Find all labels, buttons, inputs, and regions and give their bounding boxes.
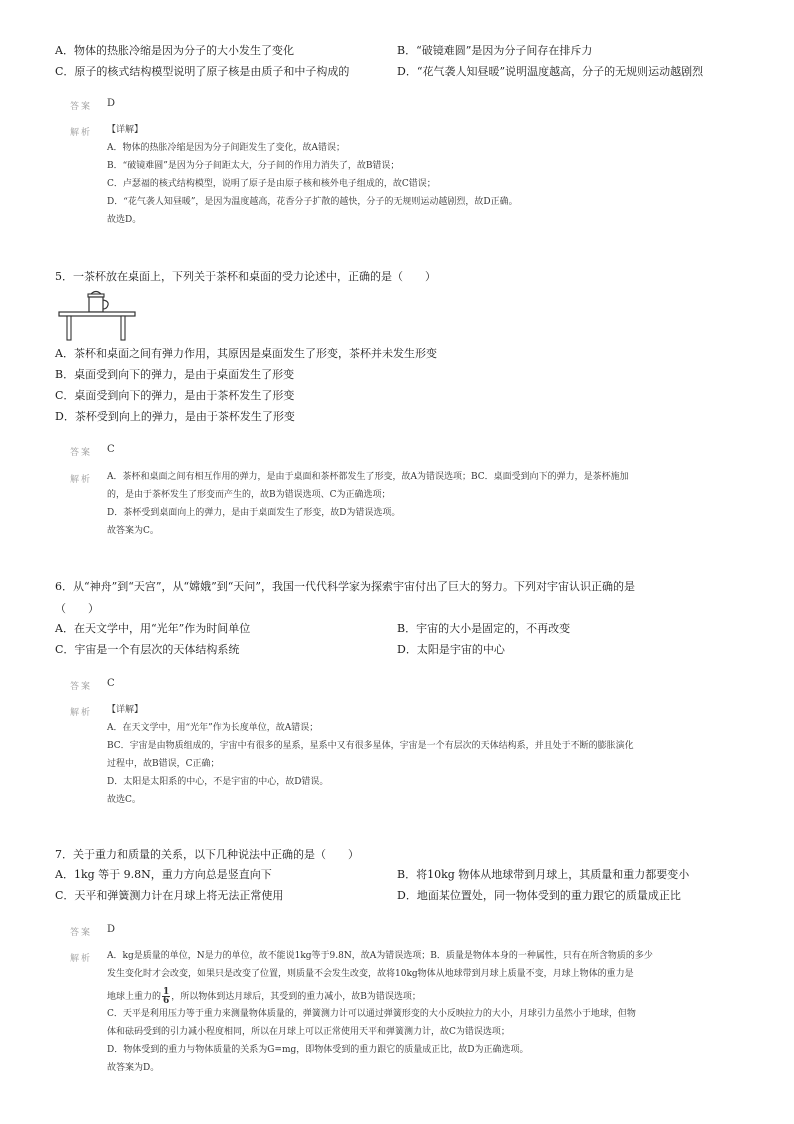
- q4-answer-label: 答案: [70, 102, 93, 112]
- q7-explain-line: D．物体受到的重力与物体质量的关系为G=mg，即物体受到的重力跟它的质量成正比，故D为正确选项。: [107, 1045, 529, 1055]
- q4-explain-line: D．“花气袭人知昼暖”，是因为温度越高，花香分子扩散的越快，分子的无规则运动越剧烈，故D正确。: [107, 197, 518, 207]
- q5-answer: C: [107, 444, 115, 455]
- q6-stem-cont: （ ）: [55, 602, 99, 615]
- q7-explain-line: A．kg是质量的单位，N是力的单位，故不能说1kg等于9.8N，故A为错误选项；B．质量是物体本身的一种属性，只有在所含物质的多少: [107, 951, 653, 961]
- cup-body-icon: [89, 297, 103, 312]
- q6-explain-line: 故选C。: [107, 795, 141, 805]
- q5-option-a[interactable]: A．茶杯和桌面之间有弹力作用，其原因是桌面发生了形变，茶杯并未发生形变: [55, 347, 437, 360]
- q6-answer-label: 答案: [70, 682, 93, 692]
- q5-answer-label: 答案: [70, 448, 93, 458]
- q6-explain-line: D．太阳是太阳系的中心，不是宇宙的中心，故D错误。: [107, 777, 329, 787]
- q6-explain-line: 【详解】: [107, 705, 144, 715]
- q4-explain-line: C．卢瑟福的核式结构模型，说明了原子是由原子核和核外电子组成的，故C错误；: [107, 179, 436, 189]
- q7-answer: D: [107, 924, 116, 935]
- q6-explain-label: 解析: [70, 708, 93, 718]
- one-sixth-fraction: [162, 988, 170, 1005]
- q7-option-d[interactable]: D．地面某位置处，同一物体受到的重力跟它的质量成正比: [397, 889, 681, 902]
- q7-explain-line: 体和砝码受到的引力减小程度相同，所以在月球上可以正常使用天平和弹簧测力计，故C为错误选项；: [107, 1027, 510, 1037]
- q5-stem: 5．一茶杯放在桌面上，下列关于茶杯和桌面的受力论述中，正确的是（ ）: [55, 270, 436, 283]
- q7-explain-line: 发生变化时才会改变，如果只是改变了位置，则质量不会发生改变，故将10kg物体从地球带到月球上质量不变，月球上物体的重力是: [107, 969, 634, 979]
- q5-explain-label: 解析: [70, 475, 93, 485]
- q7-stem: 7．关于重力和质量的关系，以下几种说法中正确的是（ ）: [55, 848, 359, 861]
- q4-option-d[interactable]: D．“花气袭人知昼暖”说明温度越高，分子的无规则运动越剧烈: [397, 65, 704, 78]
- q5-explain-line: 的，是由于茶杯发生了形变而产生的，故B为错误选项、C为正确选项；: [107, 490, 391, 500]
- q7-explain-text: ，所以物体到达月球后，其受到的重力减小，故B为错误选项；: [171, 992, 421, 1002]
- q6-option-d[interactable]: D．太阳是宇宙的中心: [397, 643, 505, 656]
- fraction-denominator: 6: [163, 996, 170, 1006]
- table-leg-icon: [121, 316, 125, 340]
- q4-option-a[interactable]: A．物体的热胀冷缩是因为分子的大小发生了变化: [55, 44, 294, 57]
- q7-answer-label: 答案: [70, 928, 93, 938]
- table-leg-icon: [67, 316, 71, 340]
- q6-option-a[interactable]: A．在天文学中，用“光年”作为时间单位: [55, 622, 251, 635]
- q5-option-c[interactable]: C．桌面受到向下的弹力，是由于茶杯发生了形变: [55, 389, 295, 402]
- cup-handle-icon: [103, 300, 108, 309]
- q5-option-d[interactable]: D．茶杯受到向上的弹力，是由于茶杯发生了形变: [55, 410, 295, 423]
- q6-stem: 6．从“神舟”到“天宫”，从“嫦娥”到“天问”，我国一代代科学家为探索宇宙付出了巨大的努力。下列对宇宙认识正确的是: [55, 580, 635, 593]
- q4-option-c[interactable]: C．原子的核式结构模型说明了原子核是由质子和中子构成的: [55, 65, 350, 78]
- q6-explain-line: BC．宇宙是由物质组成的，宇宙中有很多的星系，星系中又有很多星体，宇宙是一个有层次的天体结构系，并且处于不断的膨胀演化: [107, 741, 634, 751]
- q4-explain-line: B．“破镜难圆”是因为分子间距太大，分子间的作用力消失了，故B错误；: [107, 161, 400, 171]
- q4-option-b[interactable]: B．“破镜难圆”是因为分子间存在排斥力: [397, 44, 593, 57]
- q6-explain-line: 过程中，故B错误，C正确；: [107, 759, 220, 769]
- q5-explain-line: 故答案为C。: [107, 526, 159, 536]
- q5-explain-line: D．茶杯受到桌面向上的弹力，是由于桌面发生了形变，故D为错误选项。: [107, 508, 401, 518]
- q5-option-b[interactable]: B．桌面受到向下的弹力，是由于桌面发生了形变: [55, 368, 295, 381]
- q4-answer: D: [107, 98, 116, 109]
- q7-option-c[interactable]: C．天平和弹簧测力计在月球上将无法正常使用: [55, 889, 284, 902]
- q4-explain-line: 【详解】: [107, 125, 144, 135]
- q7-explain-line-with-fraction: [107, 988, 421, 1005]
- q6-option-b[interactable]: B．宇宙的大小是固定的，不再改变: [397, 622, 571, 635]
- q4-explain-line: 故选D。: [107, 215, 142, 225]
- q7-option-b[interactable]: B．将10kg 物体从地球带到月球上，其质量和重力都要变小: [397, 868, 690, 881]
- cup-on-table-figure: [58, 285, 136, 341]
- q7-option-a[interactable]: A．1kg 等于 9.8N，重力方向总是竖直向下: [55, 868, 272, 881]
- q6-explain-line: A．在天文学中，用“光年”作为长度单位，故A错误；: [107, 723, 319, 733]
- q6-option-c[interactable]: C．宇宙是一个有层次的天体结构系统: [55, 643, 240, 656]
- q7-explain-label: 解析: [70, 954, 93, 964]
- q7-explain-line: C．天平是利用压力等于重力来测量物体质量的，弹簧测力计可以通过弹簧形变的大小反映拉力的大小，月球引力虽然小于地球，但物: [107, 1009, 636, 1019]
- q4-explain-label: 解析: [70, 128, 93, 138]
- q5-explain-line: A．茶杯和桌面之间有相互作用的弹力，是由于桌面和茶杯都发生了形变，故A为错误选项；BC．桌面受到向下的弹力，是茶杯施加: [107, 472, 629, 482]
- q7-explain-line: 故答案为D。: [107, 1063, 160, 1073]
- fraction-numerator: 1: [163, 987, 170, 997]
- table-top-icon: [59, 312, 135, 316]
- q6-answer: C: [107, 678, 115, 689]
- q7-explain-text: 地球上重力的: [107, 992, 162, 1002]
- q4-explain-line: A．物体的热胀冷缩是因为分子间距发生了变化，故A错误；: [107, 143, 346, 153]
